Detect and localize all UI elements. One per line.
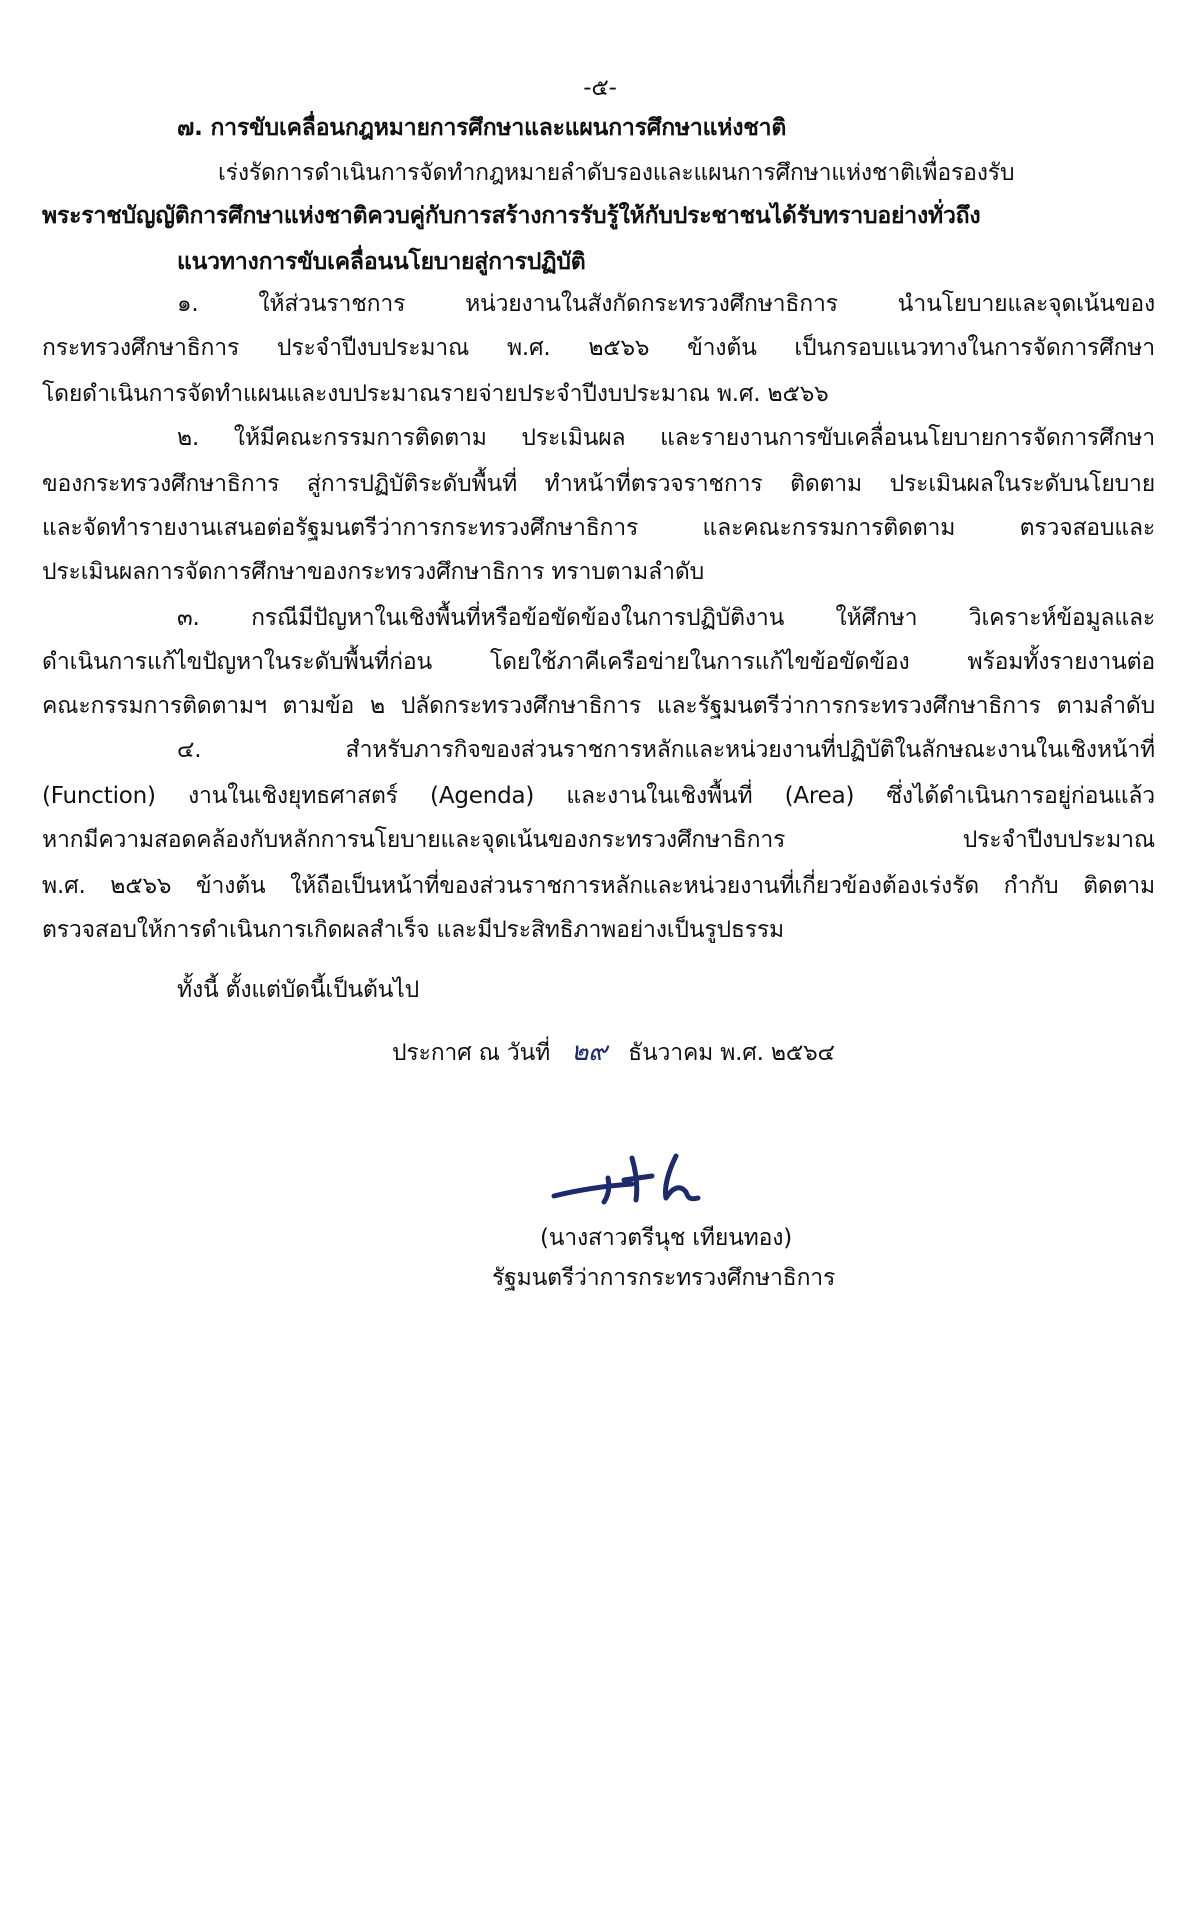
guideline-item4-line: พ.ศ. ๒๕๖๖ ข้างต้น ให้ถือเป็นหน้าที่ของส่วนราชการหลักและหน่วยงานที่เกี่ยวข้องต้องเร่งรัด กำกับ ติดตาม (42, 873, 1155, 899)
signatory-position: รัฐมนตรีว่าการกระทรวงศึกษาธิการ (492, 1265, 836, 1291)
signature-image (548, 1142, 708, 1212)
guideline-item1-line: โดยดำเนินการจัดทำแผนและงบประมาณรายจ่ายประจำปีงบประมาณ พ.ศ. ๒๕๖๖ (42, 381, 829, 407)
section7-paragraph-line: เร่งรัดการดำเนินการจัดทำกฎหมายลำดับรองและแผนการศึกษาแห่งชาติเพื่อรองรับ (218, 160, 1015, 186)
guideline-item3-line: ดำเนินการแก้ไขปัญหาในระดับพื้นที่ก่อน โดยใช้ภาคีเครือข่ายในการแก้ไขข้อขัดข้อง พร้อมทั้งรายงานต่อ (42, 649, 1155, 675)
guideline-item1-line: กระทรวงศึกษาธิการ ประจำปีงบประมาณ พ.ศ. ๒๕๖๖ ข้างต้น เป็นกรอบแนวทางในการจัดการศึกษา (42, 335, 1155, 361)
guidelines-heading: แนวทางการขับเคลื่อนนโยบายสู่การปฏิบัติ (177, 249, 586, 275)
signatory-name: (นางสาวตรีนุช เทียนทอง) (540, 1225, 793, 1251)
page-number: -๕- (583, 75, 617, 101)
guideline-item4-line: (Function) งานในเชิงยุทธศาสตร์ (Agenda) และงานในเชิงพื้นที่ (Area) ซึ่งได้ดำเนินการอยู่ก่อนแล้ว (42, 783, 1155, 809)
guideline-item2-line: ๒. ให้มีคณะกรรมการติดตาม ประเมินผล และรายงานการขับเคลื่อนนโยบายการจัดการศึกษา (177, 425, 1155, 451)
guideline-item4-line: หากมีความสอดคล้องกับหลักการนโยบายและจุดเน้นของกระทรวงศึกษาธิการ ประจำปีงบประมาณ (42, 827, 1155, 853)
announcement-prefix: ประกาศ ณ วันที่ (392, 1040, 551, 1066)
guideline-item2-line: และจัดทำรายงานเสนอต่อรัฐมนตรีว่าการกระทรวงศึกษาธิการ และคณะกรรมการติดตาม ตรวจสอบและ (42, 515, 1155, 541)
guideline-item4-line: ตรวจสอบให้การดำเนินการเกิดผลสำเร็จ และมีประสิทธิภาพอย่างเป็นรูปธรรม (42, 917, 785, 943)
guideline-item2-line: ของกระทรวงศึกษาธิการ สู่การปฏิบัติระดับพื้นที่ ทำหน้าที่ตรวจราชการ ติดตาม ประเมินผลในระดับนโยบาย (42, 471, 1155, 497)
section7-paragraph-line: พระราชบัญญัติการศึกษาแห่งชาติควบคู่กับการสร้างการรับรู้ให้กับประชาชนได้รับทราบอย่างทั่วถึง (42, 203, 981, 229)
guideline-item4-line: ๔. สำหรับภารกิจของส่วนราชการหลักและหน่วยงานที่ปฏิบัติในลักษณะงานในเชิงหน้าที่ (177, 737, 1155, 763)
announcement-date (392, 1036, 835, 1069)
section7-heading: ๗. การขับเคลื่อนกฎหมายการศึกษาและแผนการศึกษาแห่งชาติ (177, 115, 787, 141)
guideline-item1-line: ๑. ให้ส่วนราชการ หน่วยงานในสังกัดกระทรวงศึกษาธิการ นำนโยบายและจุดเน้นของ (177, 291, 1155, 317)
guideline-item3-line: ๓. กรณีมีปัญหาในเชิงพื้นที่หรือข้อขัดข้องในการปฏิบัติงาน ให้ศึกษา วิเคราะห์ข้อมูลและ (177, 605, 1155, 631)
announcement-day: ๒๙ (571, 1037, 608, 1067)
announcement-month-year: ธันวาคม พ.ศ. ๒๕๖๔ (628, 1040, 835, 1066)
closing-statement: ทั้งนี้ ตั้งแต่บัดนี้เป็นต้นไป (177, 977, 420, 1003)
guideline-item2-line: ประเมินผลการจัดการศึกษาของกระทรวงศึกษาธิการ ทราบตามลำดับ (42, 559, 705, 585)
guideline-item3-line: คณะกรรมการติดตามฯ ตามข้อ ๒ ปลัดกระทรวงศึกษาธิการ และรัฐมนตรีว่าการกระทรวงศึกษาธิการ ตามลำดับ (42, 693, 1155, 719)
